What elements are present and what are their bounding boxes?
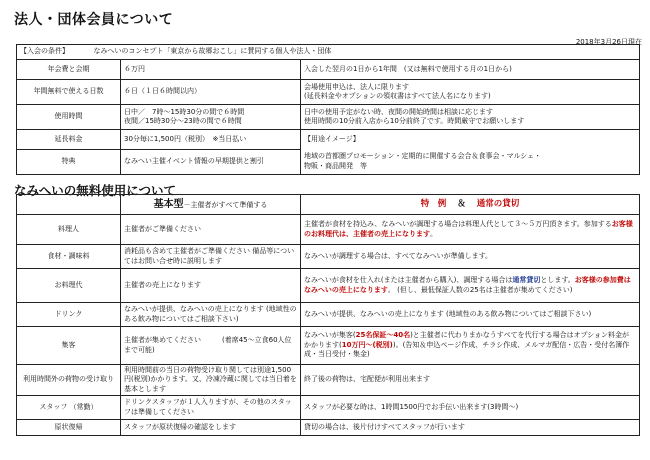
membership-label: 年間無料で使える日数 [17,80,121,105]
membership-row [17,80,640,105]
membership-value: 30分毎に1,500円（税別） ※当日払い [121,130,301,150]
header-special [301,195,640,215]
header-amp: ＆ [457,198,466,209]
usage-special [301,396,640,420]
header-basic-title: 基本型 [153,198,184,210]
date-stamp: 2018年3月26日現在 [575,38,642,46]
membership-note-line: (延長料金やオプションの領収書はすべて法人名になります) [304,92,491,100]
usage-row [17,215,640,245]
membership-label: 特典 [17,150,121,175]
usage-special [301,327,640,365]
usage-special-text: )と主催者に代わりまかなうすべてを代行する場合はオプション料金がかかります( [304,331,630,349]
usage-special-text: 主催者が食材を持込み、なみへいが調理する場合は料理人代として３～５万円頂きます。参加する [304,220,612,229]
membership-label: 年会費と会期 [17,60,121,80]
usage-label: 食材・調味料 [17,245,121,269]
membership-table [16,44,640,175]
usage-label: 集客 [17,327,121,365]
usage-row [17,396,640,420]
usage-special-text: )。(告知＆申込ページ作成、チラシ作成、メルマガ配信・広告・受付名簿作成・当日受付・集金) [304,340,630,359]
membership-note-line: 会場使用申込は、法人に限ります [304,82,409,91]
usage-basic: 消耗品も含めて主催者がご準備ください 備品等についてはお問い合せ時に説明します [121,245,301,269]
usage-special-text: お客様のお料理代は、主催者の売上になります [304,220,633,238]
usage-basic: スタッフが原状復帰の確認をします [121,420,301,436]
usage-special [301,365,640,396]
usage-special-text: 通常貸切 [512,276,541,285]
membership-label: 使用時間 [17,105,121,130]
header-blank [17,195,121,215]
usage-row [17,420,640,436]
conditions-cell [17,45,640,60]
usage-row [17,269,640,303]
usage-label: ドリンク [17,303,121,327]
usage-label: スタッフ （常勤） [17,396,121,420]
membership-value [121,105,301,130]
usage-special [301,245,640,269]
usage-basic: 主催者が集めてください (着席45～立食60人位まで可能) [121,327,301,365]
usage-basic: ドリンクスタッフが１人入りますが、その他のスタッフは準備してください [121,396,301,420]
page-title: 法人・団体会員について [14,12,174,28]
usage-special-text: お客様の参加費はなみへいの売上になります [304,276,631,294]
membership-value: ６日（１日６時間以内） [121,80,301,105]
usage-row [17,303,640,327]
membership-note [301,150,640,175]
usage-special-text: なみへいが集客( [304,331,356,340]
usage-special-text: 。 (但し、最低保証人数の25名は主催者が集めてください) [387,285,573,294]
usage-label: 利用時間外の荷物の受け取り [17,365,121,396]
conditions-row [17,45,640,60]
usage-special-text: 10万円～(税別) [341,340,393,349]
conditions-label: 【入会の条件】 [20,47,69,56]
membership-row [17,60,640,80]
membership-row [17,130,640,150]
table-header-row [17,195,640,215]
header-special-b: 通常の貸切 [476,198,520,209]
usage-special-text: スタッフが必要な時は、1時間1500円でお手伝い出来ます(3時間～) [304,403,519,412]
membership-row [17,150,640,175]
membership-note-line: 物販・商品開発 等 [304,161,367,170]
conditions-text: なみへいのコンセプト「東京から故郷おこし」に賛同する個人や法人・団体 [93,47,332,56]
membership-note: 入会した翌月の1日から1年間 (又は無料で使用する月の1日から) [301,60,640,80]
membership-note-line: 地域の首都圏プロモーション・定期的に開催する会合＆食事会・マルシェ・ [304,152,542,161]
header-special-a: 特 例 [420,198,447,209]
membership-label: 延長料金 [17,130,121,150]
usage-special-text: なみへいが調理する場合は、すべてなみへいが準備します。 [304,251,493,260]
membership-value-line: 夜間／15時30分～23時の間で６時間 [124,117,242,125]
usage-basic: 利用時間前の当日の荷物受け取り関しては別途1,500円(税別)かかります。又、冷凍冷蔵に関しては当日着を基本とします [121,365,301,396]
membership-note-line: 日中の使用予定がない時、夜間の開始時間は相談に応じます [304,107,493,116]
usage-special-text: 終了後の荷物は、宅配便が利用出来ます [304,375,430,384]
usage-row [17,365,640,396]
usage-special [301,420,640,436]
usage-label: お料理代 [17,269,121,303]
usage-special-text: 25名保証～40名 [355,331,411,340]
section-title: なみへいの無料使用について [14,183,177,198]
membership-note [301,80,640,105]
header-basic [121,195,301,215]
membership-note [301,105,640,130]
membership-note-line: 使用時間の10分前入店から10分前終了です。時間厳守でお願いします [304,117,525,125]
usage-basic: なみへいが提供、なみへいの売上になります (地域性のある飲み物についてはご相談下さい) [121,303,301,327]
usage-special-text: 。 [430,229,437,238]
header-basic-sub: －主催者がすべて準備する [183,200,268,209]
usage-label: 原状復帰 [17,420,121,436]
usage-special [301,215,640,245]
usage-label: 料理人 [17,215,121,245]
usage-special-text: なみへいが食材を仕入れ(または主催者から購入)、調理する場合は [304,276,513,285]
usage-row [17,327,640,365]
usage-special-text: 貸切の場合は、後片付けすべてスタッフが行います [304,423,465,432]
usage-special-text: とします。 [540,276,575,285]
membership-value: ６万円 [121,60,301,80]
membership-note: 【用途イメージ】 [301,130,640,150]
usage-special [301,303,640,327]
usage-row [17,245,640,269]
usage-special [301,269,640,303]
usage-basic: 主催者の売上になります [121,269,301,303]
usage-basic: 主催者がご準備ください [121,215,301,245]
usage-special-text: なみへいが提供、なみへいの売上になります (地域性のある飲み物についてはご相談下さい) [304,309,592,318]
membership-value-line: 日中／ 7時～15時30分の間で６時間 [124,107,245,116]
membership-row [17,105,640,130]
membership-value: なみへい主催イベント情報の早期提供と割引 [121,150,301,175]
free-usage-table [16,194,640,436]
